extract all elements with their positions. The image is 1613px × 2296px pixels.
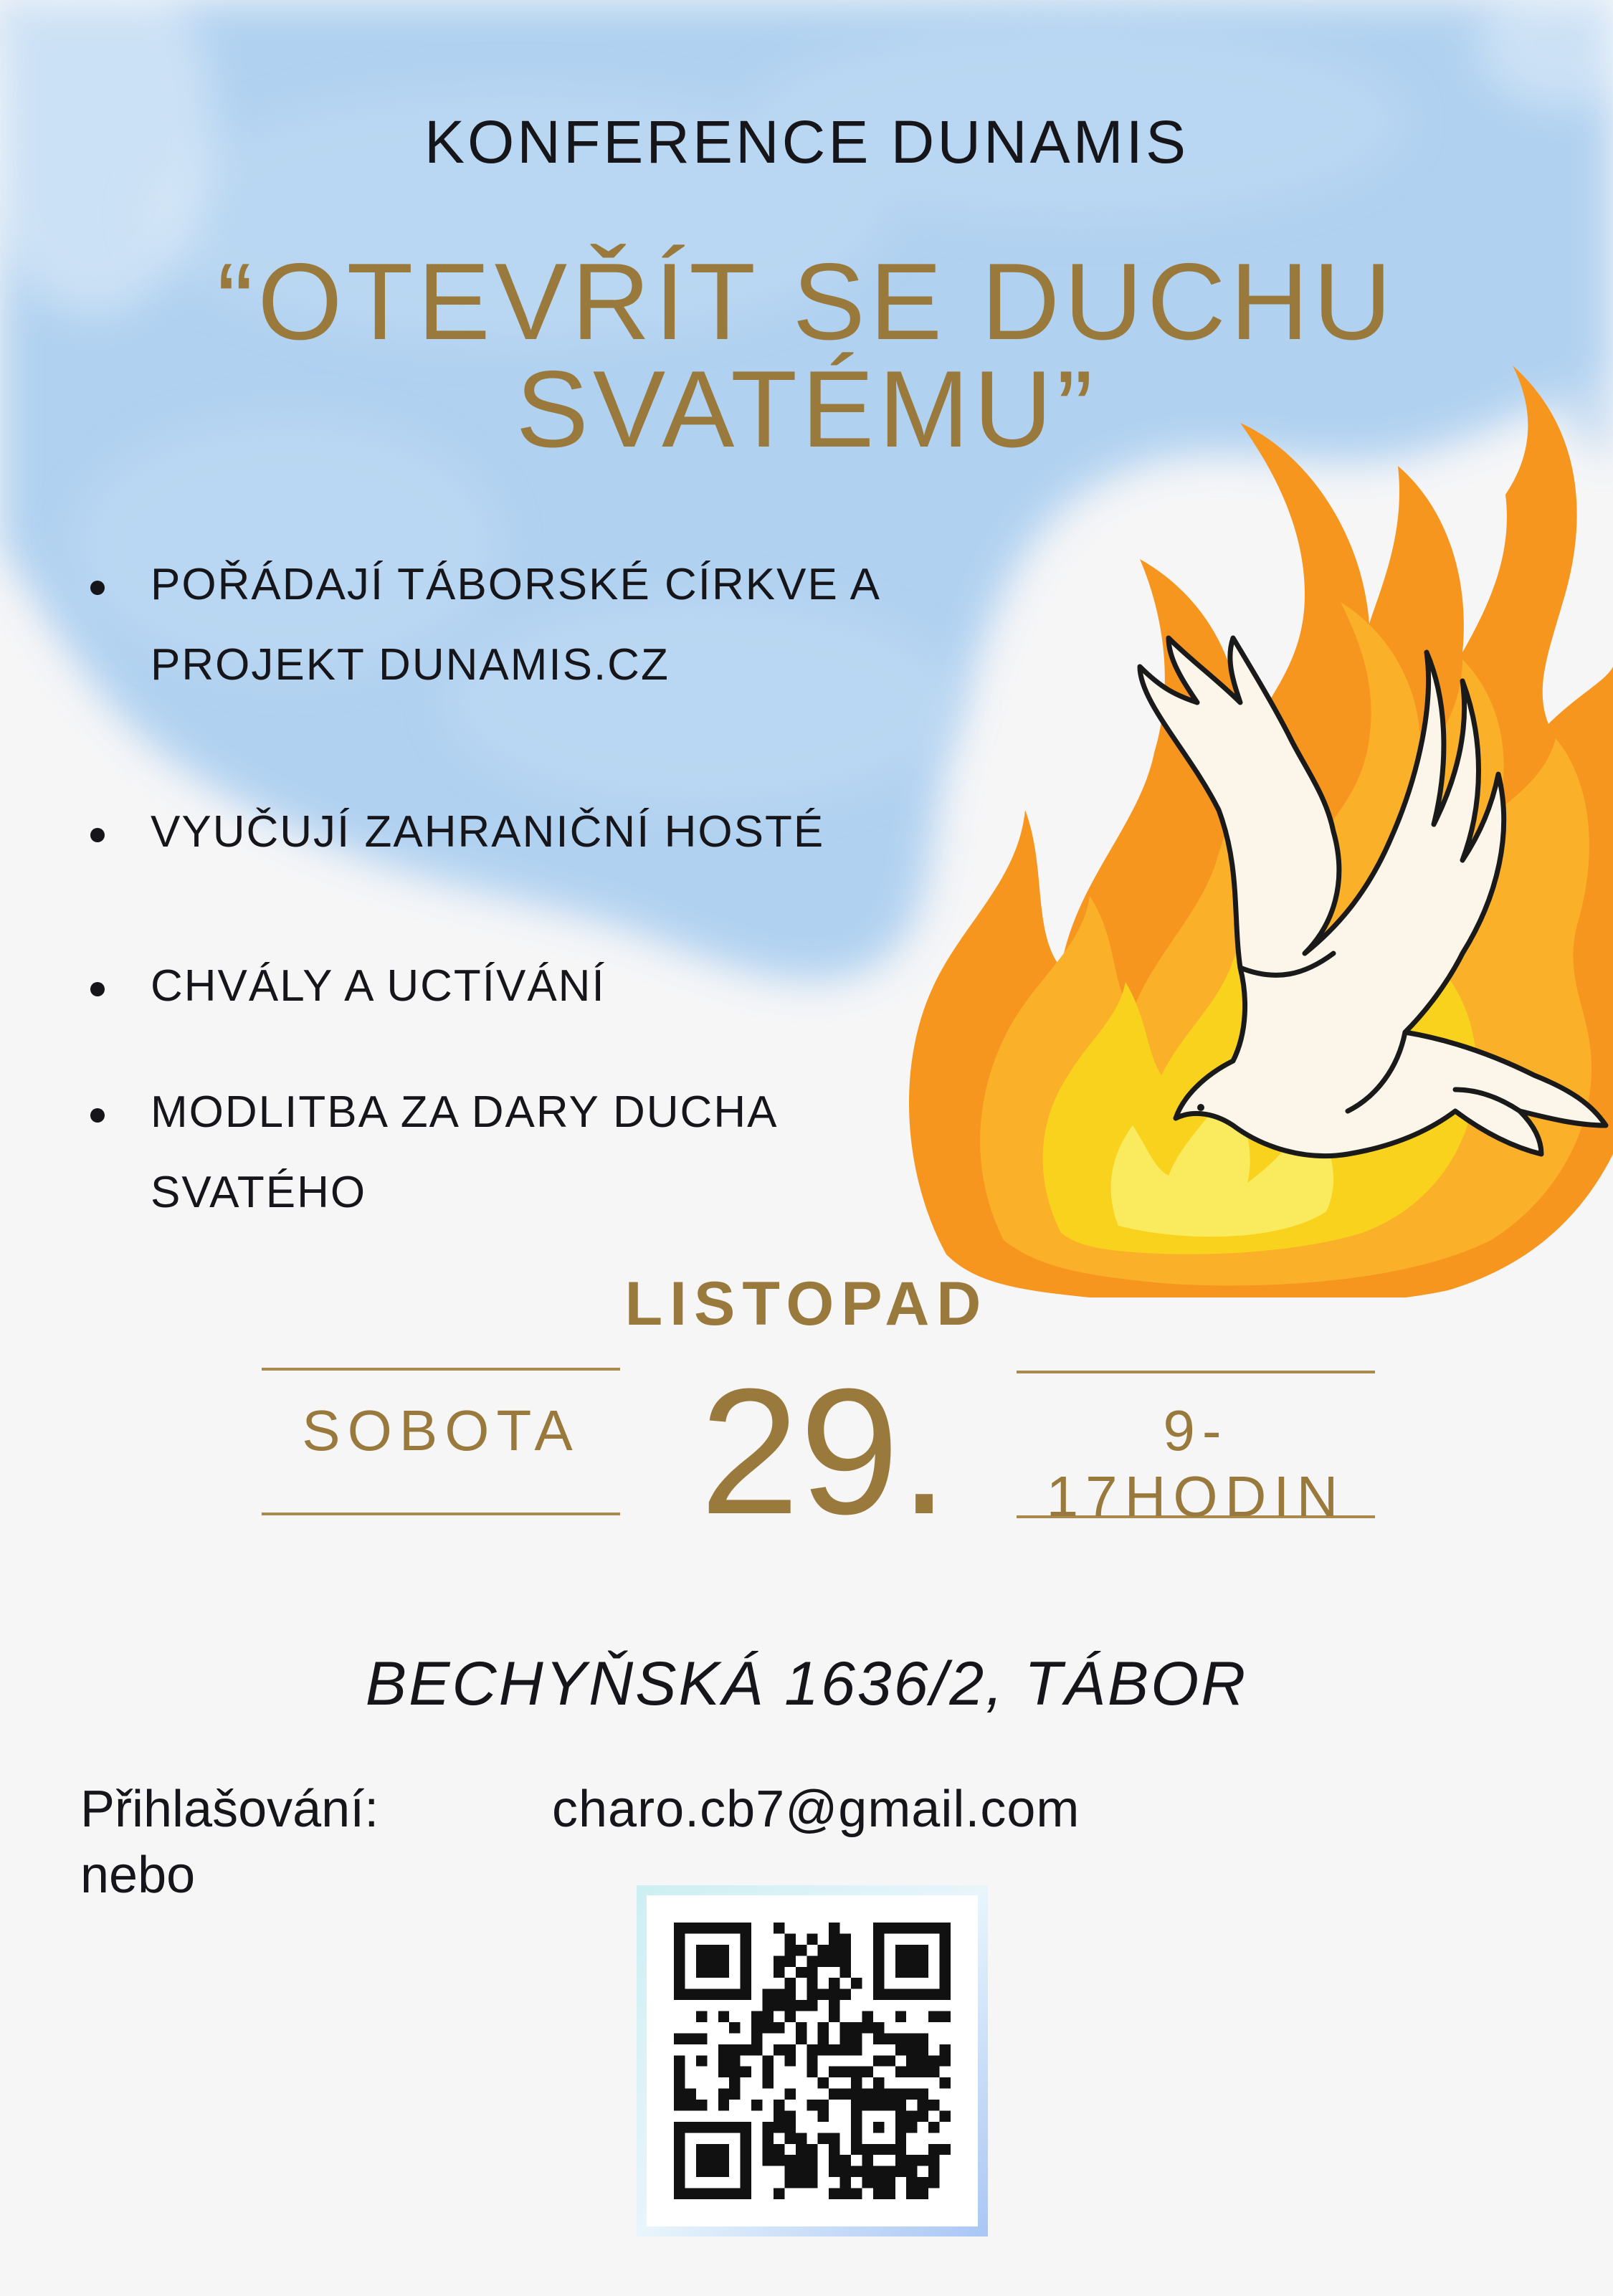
registration-email-link[interactable]: charo.cb7@gmail.com xyxy=(552,1781,1080,1838)
qr-code-icon[interactable] xyxy=(674,1923,951,2199)
list-item-line: PROJEKT DUNAMIS.CZ xyxy=(151,640,670,690)
venue-address: BECHYŇSKÁ 1636/2, TÁBOR xyxy=(365,1649,1248,1718)
list-item xyxy=(79,792,975,872)
event-date: 29. xyxy=(700,1351,949,1551)
dove-in-flames-icon xyxy=(903,366,1613,1297)
divider-left-bottom xyxy=(262,1513,620,1515)
registration-or-text: nebo xyxy=(80,1847,196,1904)
registration-label-text: Přihlašování: xyxy=(80,1781,379,1838)
title-line-2: SVATÉMU” xyxy=(515,348,1098,470)
list-item-line: VYUČUJÍ ZAHRANIČNÍ HOSTÉ xyxy=(151,807,825,857)
qr-code-frame xyxy=(637,1885,988,2237)
event-hours: 9-17HODIN xyxy=(1046,1399,1346,1528)
bullet-dot xyxy=(90,1108,105,1123)
event-month: LISTOPAD xyxy=(624,1270,989,1338)
bullet-dot xyxy=(90,581,105,595)
conference-kicker: KONFERENCE DUNAMIS xyxy=(424,108,1189,176)
qr-code-panel xyxy=(647,1895,978,2226)
list-item-line: POŘÁDAJÍ TÁBORSKÉ CÍRKVE A xyxy=(151,560,882,609)
event-day: SOBOTA xyxy=(302,1399,580,1462)
bullet-dot xyxy=(90,828,105,842)
registration-label xyxy=(80,1776,379,1908)
list-item xyxy=(79,545,975,705)
list-item xyxy=(79,946,975,1026)
title-line-1: “OTEVŘÍT SE DUCHU xyxy=(217,241,1396,363)
bullet-dot xyxy=(90,982,105,996)
divider-left-top xyxy=(262,1368,620,1371)
list-item-line: MODLITBA ZA DARY DUCHA xyxy=(151,1087,779,1137)
divider-right-top xyxy=(1017,1371,1375,1373)
list-item xyxy=(79,1072,975,1233)
list-item-line: SVATÉHO xyxy=(151,1168,367,1217)
list-item-line: CHVÁLY A UCTÍVÁNÍ xyxy=(151,961,606,1011)
